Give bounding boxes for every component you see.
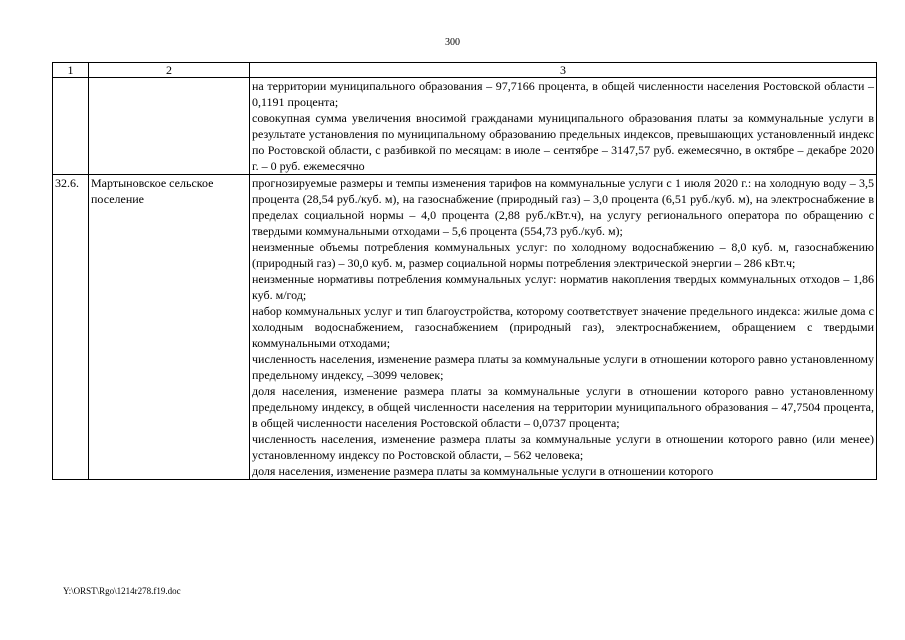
- paragraph: неизменные объемы потребления коммунальных услуг: по холодному водоснабжению – 8,0 куб. м, газоснабжению (природный газ) – 30,0 куб. м, размер социальной нормы потребления электрической энергии – 286 кВт.ч;: [252, 240, 874, 270]
- row-content: [250, 78, 877, 175]
- page-number: 300: [445, 37, 460, 48]
- column-header-2: 2: [89, 63, 250, 78]
- row-name: [89, 78, 250, 175]
- paragraph: набор коммунальных услуг и тип благоустройства, которому соответствует значение предельного индекса: жилые дома с холодным водоснабжением, газоснабжением (природный газ), электроснабжением, обращением с твердыми коммунальными отходами;: [252, 304, 874, 350]
- column-header-1: 1: [53, 63, 89, 78]
- row-name: Мартыновское сельское поселение: [89, 175, 250, 480]
- paragraph: доля населения, изменение размера платы за коммунальные услуги в отношении которого: [252, 464, 714, 478]
- column-header-3: 3: [250, 63, 877, 78]
- table-header-row: [53, 63, 877, 78]
- paragraph: численность населения, изменение размера платы за коммунальные услуги в отношении которого равно установленному предельному индексу, –3099 человек;: [252, 352, 874, 382]
- table-row: [53, 175, 877, 480]
- paragraph: численность населения, изменение размера платы за коммунальные услуги в отношении которого равно (или менее) установленному индексу по Ростовской области, – 562 человека;: [252, 432, 874, 462]
- row-number: 32.6.: [53, 175, 89, 480]
- row-content: [250, 175, 877, 480]
- paragraph: неизменные нормативы потребления коммунальных услуг: норматив накопления твердых коммунальных отходов – 1,86 куб. м/год;: [252, 272, 874, 302]
- paragraph: на территории муниципального образования – 97,7166 процента, в общей численности населения Ростовской области – 0,1191 процента;: [252, 79, 874, 109]
- paragraph: доля населения, изменение размера платы за коммунальные услуги в отношении которого равно установленному предельному индексу, в общей численности населения на территории муниципального образования – 47,7504 процента, в общей численности населения Ростовской области – 0,0737 процента;: [252, 384, 874, 430]
- document-table: [52, 62, 877, 480]
- row-number: [53, 78, 89, 175]
- table-row: [53, 78, 877, 175]
- footer-file-path: Y:\ORST\Rgo\1214r278.f19.doc: [63, 586, 181, 596]
- paragraph: прогнозируемые размеры и темпы изменения тарифов на коммунальные услуги с 1 июля 2020 г.: на холодную воду – 3,5 процента (28,54 руб./куб. м), на газоснабжение (природный газ) – 3,0 процента (6,51 руб./куб. м), на электроснабжение в пределах социальной нормы – 4,0 процента (2,88 руб./кВт.ч), на услугу регионального оператора по обращению с твердыми коммунальными отходами – 5,6 процента (554,73 руб./куб. м);: [252, 176, 874, 238]
- paragraph: совокупная сумма увеличения вносимой гражданами муниципального образования платы за коммунальные услуги в результате установления по муниципальному образованию предельных индексов, превышающих установленный индекс по Ростовской области, с разбивкой по месяцам: в июле – сентябре – 3147,57 руб. ежемесячно, в октябре – декабре 2020 г. – 0 руб. ежемесячно: [252, 111, 874, 173]
